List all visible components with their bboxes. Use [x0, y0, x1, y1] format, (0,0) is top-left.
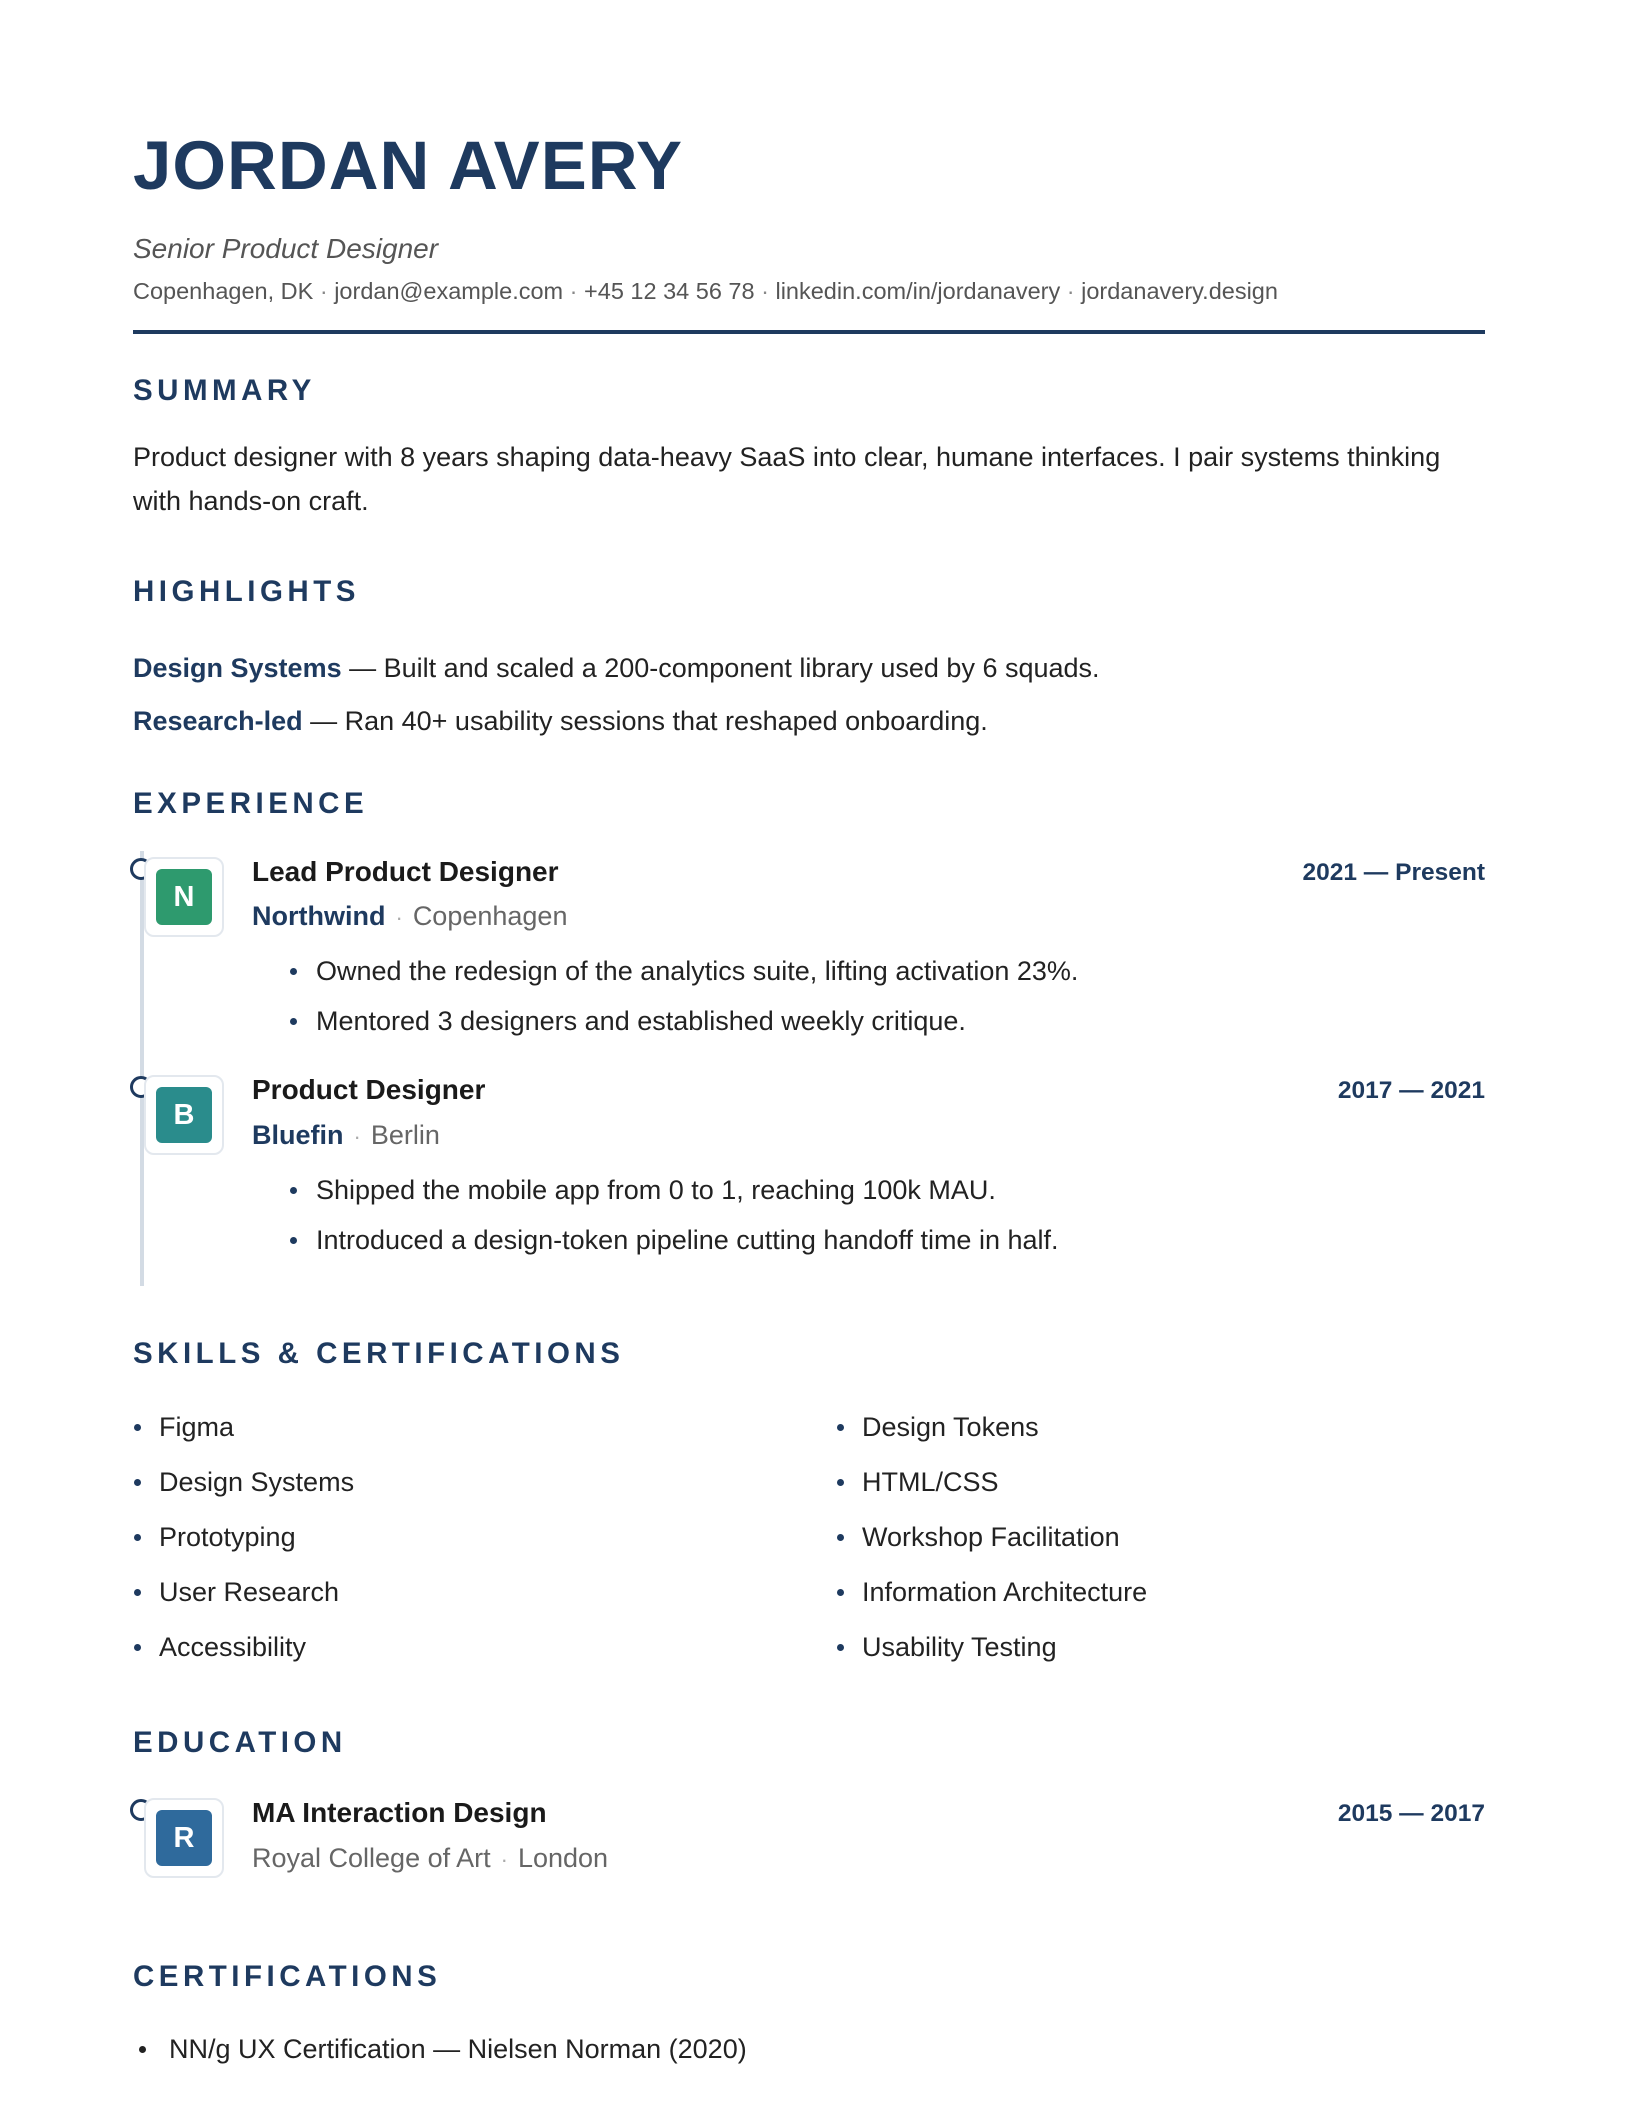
contact-line [133, 276, 1485, 306]
job-bullets [288, 954, 1078, 1038]
section-title-certifications: CERTIFICATIONS [133, 1960, 442, 1993]
resume-page [133, 0, 1485, 2064]
education-entry [133, 1792, 1485, 1902]
experience-timeline [133, 851, 1485, 1291]
org-separator: · [395, 905, 403, 930]
summary-text: Product designer with 8 years shaping data-heavy SaaS into clear, humane interfaces. I pair systems thinking with hands-on craft. [133, 442, 1441, 516]
contact-email[interactable]: jordan@example.com [334, 278, 564, 304]
skills-section [133, 1336, 1485, 1664]
job-title: Lead Product Designer [252, 856, 559, 887]
job-dates: 2017 — 2021 [1337, 1077, 1485, 1104]
school-line [252, 1841, 608, 1877]
school-logo [144, 1798, 224, 1878]
education-dates: 2015 — 2017 [1337, 1800, 1485, 1827]
skill-item: Accessibility [133, 1630, 836, 1664]
job-bullet: Owned the redesign of the analytics suite, lifting activation 23%. [288, 954, 1078, 988]
experience-entry [133, 1069, 1485, 1269]
school-location: London [517, 1843, 609, 1873]
contact-separator: · [319, 278, 328, 304]
job-bullet: Shipped the mobile app from 0 to 1, reaching 100k MAU. [288, 1173, 1059, 1207]
highlight-item [133, 704, 1485, 738]
skill-item: Information Architecture [836, 1575, 1485, 1609]
contact-separator: · [569, 278, 578, 304]
highlight-item [133, 651, 1485, 685]
highlights-section [133, 574, 1485, 738]
skill-item: Prototyping [133, 1520, 836, 1554]
summary-section [133, 373, 1485, 523]
section-title-summary: SUMMARY [133, 374, 316, 407]
company-badge-icon: N [156, 869, 212, 925]
job-bullets [288, 1173, 1059, 1257]
contact-location: Copenhagen, DK [133, 278, 314, 304]
job-title: Product Designer [252, 1074, 486, 1105]
section-title-highlights: HIGHLIGHTS [133, 575, 360, 608]
job-bullet: Mentored 3 designers and established weekly critique. [288, 1004, 1078, 1038]
company-location: Copenhagen [412, 901, 568, 931]
contact-separator: · [1066, 278, 1075, 304]
job-dates: 2021 — Present [1302, 859, 1485, 886]
contact-linkedin[interactable]: linkedin.com/in/jordanavery [775, 278, 1061, 304]
company-badge-icon: B [156, 1087, 212, 1143]
highlight-text: — Built and scaled a 200-component library used by 6 squads. [341, 653, 1100, 683]
skills-list [133, 1410, 1485, 1664]
company-logo [144, 1075, 224, 1155]
school-name: Royal College of Art [252, 1843, 491, 1873]
degree-title: MA Interaction Design [252, 1797, 547, 1828]
skill-item: Figma [133, 1410, 836, 1444]
section-title-education: EDUCATION [133, 1726, 347, 1759]
header-divider [133, 330, 1485, 334]
experience-section [133, 786, 1485, 822]
highlight-text: — Ran 40+ usability sessions that reshaped onboarding. [302, 706, 988, 736]
company-name: Northwind [252, 901, 386, 931]
org-separator: · [500, 1847, 508, 1872]
contact-separator: · [761, 278, 769, 304]
school-badge-icon: R [156, 1810, 212, 1866]
job-company-line [252, 1118, 440, 1154]
job-bullet: Introduced a design-token pipeline cutting handoff time in half. [288, 1223, 1059, 1257]
section-title-skills: SKILLS & CERTIFICATIONS [133, 1337, 625, 1370]
skill-item: Workshop Facilitation [836, 1520, 1485, 1554]
candidate-role: Senior Product Designer [133, 233, 439, 264]
highlight-label: Design Systems [133, 653, 342, 683]
certification-item: NN/g UX Certification — Nielsen Norman (2020) [133, 2032, 1485, 2066]
candidate-name: JORDAN AVERY [133, 127, 684, 204]
company-name: Bluefin [252, 1120, 344, 1150]
skill-item: Usability Testing [836, 1630, 1485, 1664]
contact-phone[interactable]: +45 12 34 56 78 [584, 278, 755, 304]
job-company-line [252, 899, 567, 935]
skill-item: Design Systems [133, 1465, 836, 1499]
highlight-label: Research-led [133, 706, 303, 736]
education-section [133, 1725, 1485, 1761]
contact-website[interactable]: jordanavery.design [1081, 278, 1278, 304]
section-title-experience: EXPERIENCE [133, 787, 369, 820]
skill-item: User Research [133, 1575, 836, 1609]
company-location: Berlin [370, 1120, 440, 1150]
skill-item: Design Tokens [836, 1410, 1485, 1444]
org-separator: · [353, 1124, 361, 1149]
skill-item: HTML/CSS [836, 1465, 1485, 1499]
certifications-section [133, 1959, 1485, 2066]
company-logo [144, 857, 224, 937]
experience-entry [133, 851, 1485, 1051]
